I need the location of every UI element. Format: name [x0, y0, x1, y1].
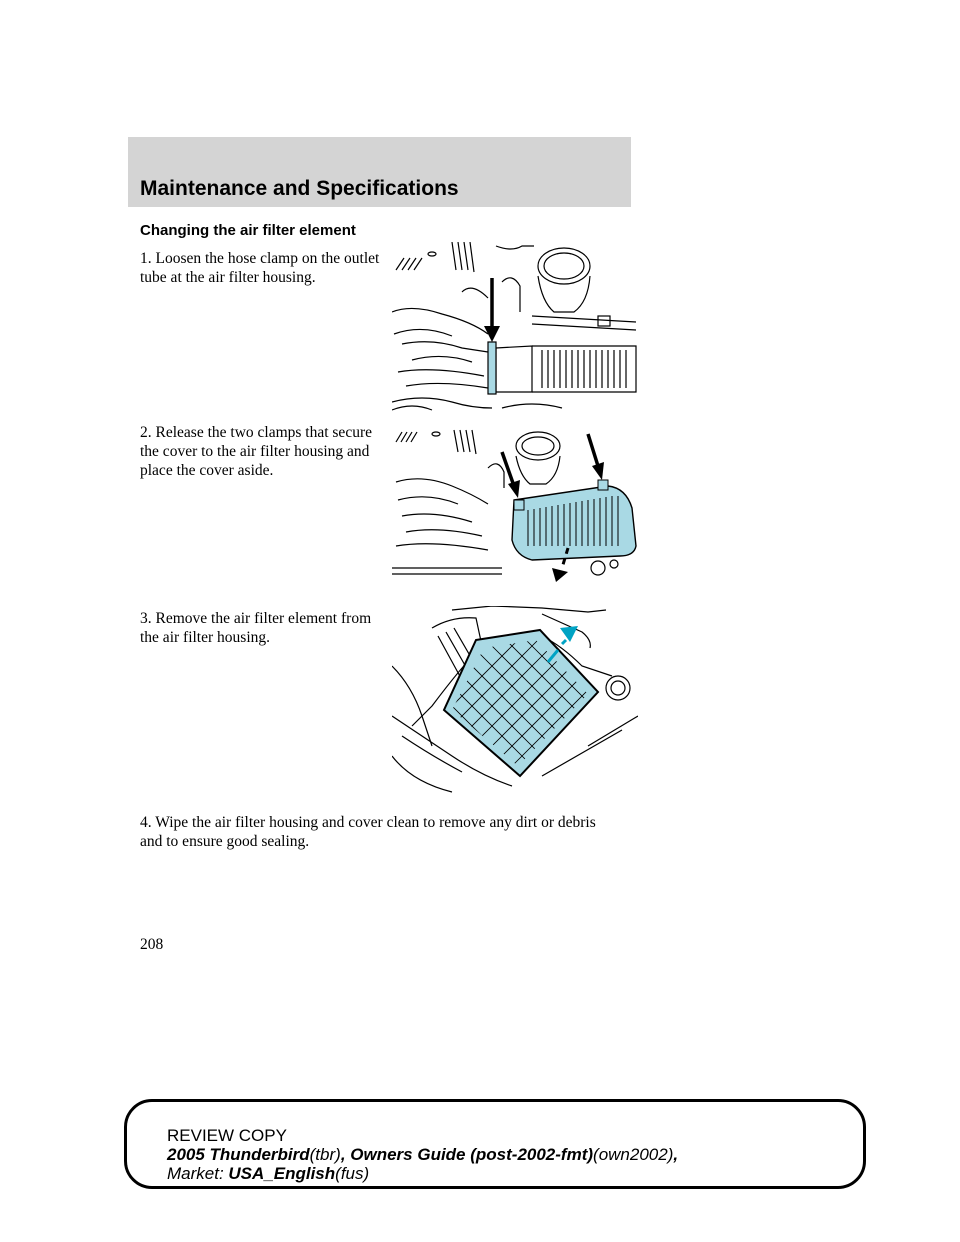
- section-title: Maintenance and Specifications: [140, 177, 459, 200]
- footer-guide-code: (own2002): [593, 1145, 674, 1164]
- footer-vehicle: 2005 Thunderbird: [167, 1145, 310, 1164]
- footer-sep-2: ,: [673, 1145, 679, 1164]
- page-number: 208: [140, 936, 164, 953]
- review-copy-footer: [124, 1099, 866, 1189]
- procedure-heading: Changing the air filter element: [140, 222, 356, 239]
- footer-sep-1: ,: [340, 1145, 351, 1164]
- step-4-text: 4. Wipe the air filter housing and cover clean to remove any dirt or debris and to ensure good sealing.: [140, 814, 596, 850]
- footer-publication-line: [167, 1145, 678, 1164]
- footer-vehicle-code: (tbr): [309, 1145, 341, 1164]
- footer-guide: Owners Guide (post-2002-fmt): [350, 1145, 594, 1164]
- footer-market-code: (fus): [335, 1164, 370, 1183]
- step-3-text: 3. Remove the air filter element from the air filter housing.: [140, 610, 372, 646]
- footer-market-line: [167, 1164, 678, 1183]
- footer-review-line: REVIEW COPY: [167, 1126, 287, 1145]
- footer-market: USA_English: [228, 1164, 336, 1183]
- figure-hose-clamp: [392, 242, 642, 414]
- footer-market-label: Market:: [167, 1164, 229, 1183]
- section-header-band: [128, 137, 631, 207]
- figure-remove-element: [392, 606, 638, 796]
- figure-release-clamps: [392, 428, 644, 588]
- step-2-text: 2. Release the two clamps that secure the cover to the air filter housing and place the cover aside.: [140, 424, 372, 479]
- step-1-text: 1. Loosen the hose clamp on the outlet tube at the air filter housing.: [140, 250, 380, 286]
